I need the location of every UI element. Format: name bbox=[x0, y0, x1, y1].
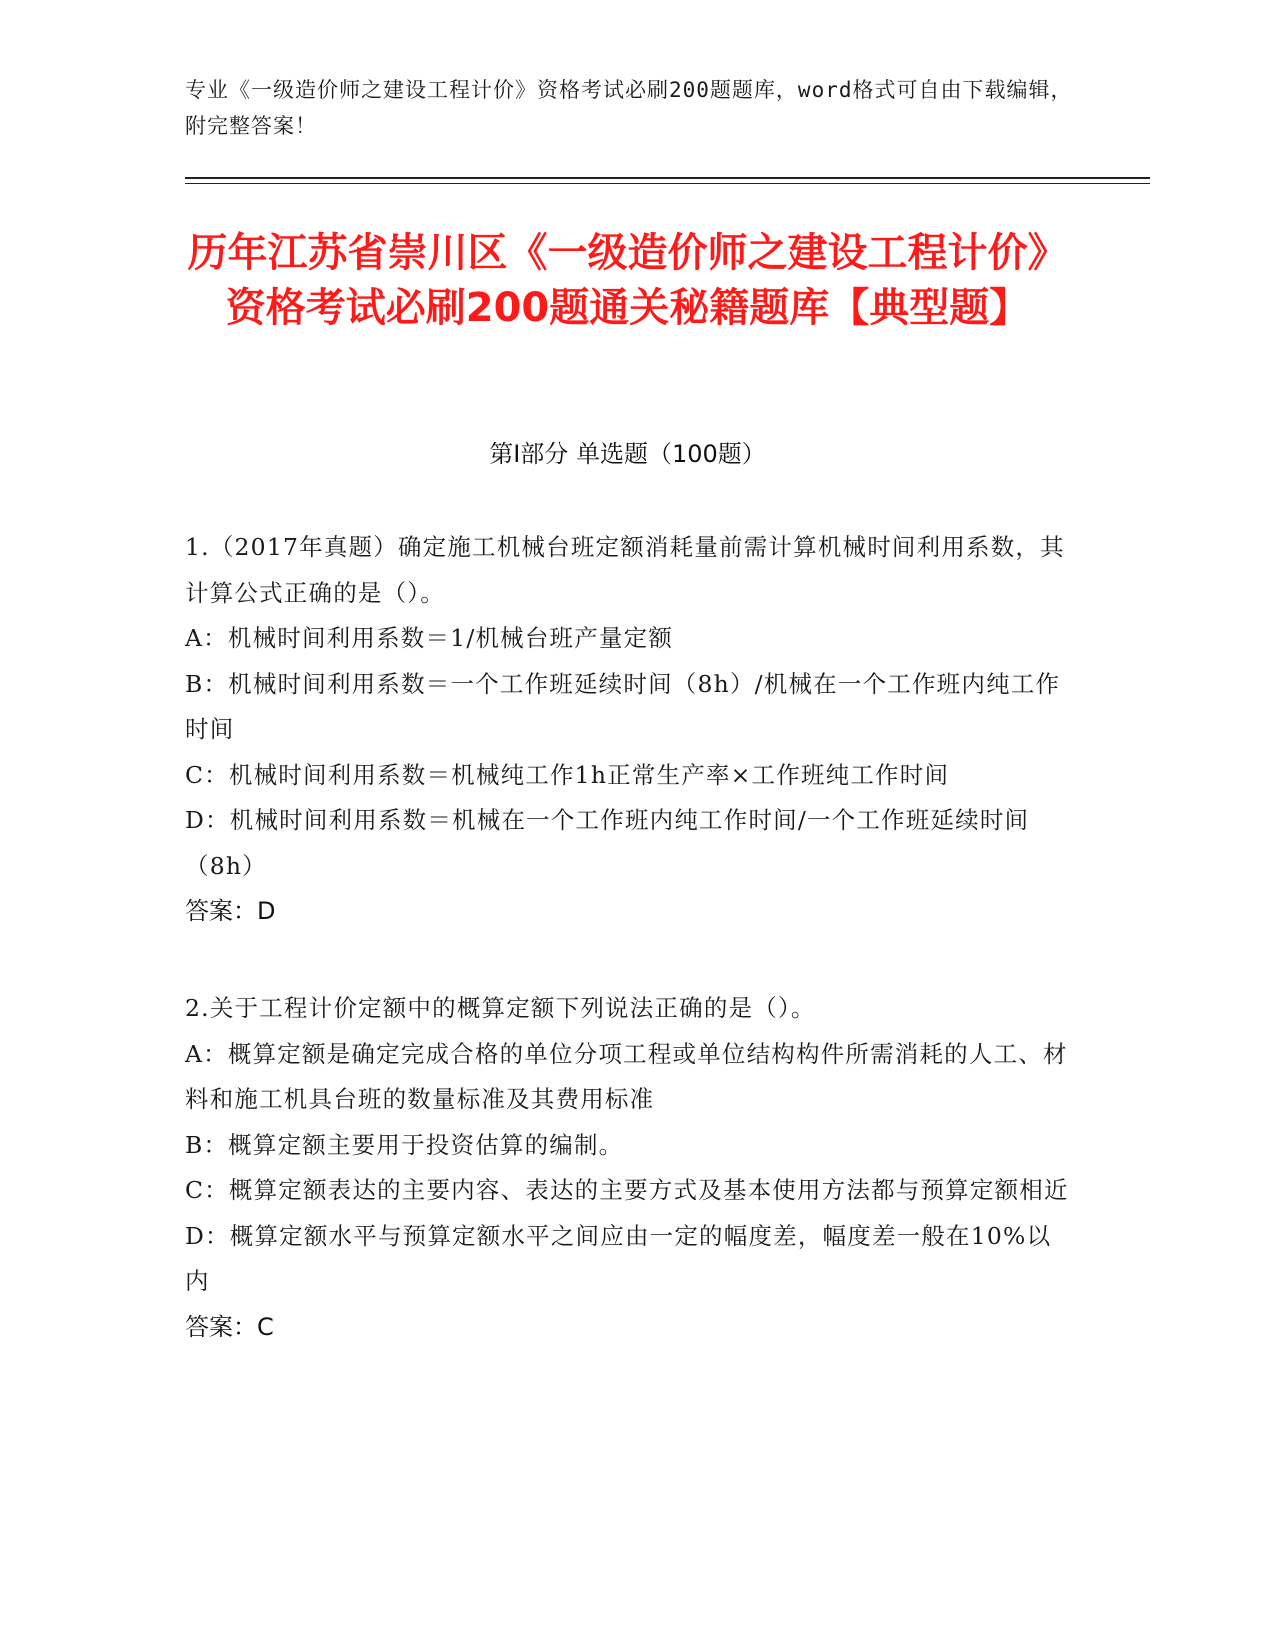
answer-text: 答案：D bbox=[185, 897, 276, 925]
answer-text: 答案：C bbox=[185, 1312, 274, 1341]
question-2 bbox=[185, 986, 1070, 1350]
option-a: A：机械时间利用系数＝1/机械台班产量定额 bbox=[185, 624, 674, 652]
question-stem: 2.关于工程计价定额中的概算定额下列说法正确的是（）。 bbox=[185, 994, 816, 1022]
header-note: 专业《一级造价师之建设工程计价》资格考试必刷200题题库，word格式可自由下载编辑，附完整答案！ bbox=[185, 78, 1073, 138]
option-d: D：机械时间利用系数＝机械在一个工作班内纯工作时间/一个工作班延续时间（8h） bbox=[185, 806, 1030, 880]
option-b: B：概算定额主要用于投资估算的编制。 bbox=[185, 1130, 624, 1159]
document-title: 历年江苏省崇川区《一级造价师之建设工程计价》资格考试必刷200题通关秘籍题库【典型题】 bbox=[187, 230, 1068, 331]
option-c: C：概算定额表达的主要内容、表达的主要方式及基本使用方法都与预算定额相近 bbox=[185, 1176, 1069, 1204]
option-a: A：概算定额是确定完成合格的单位分项工程或单位结构构件所需消耗的人工、材料和施工机具台班的数量标准及其费用标准 bbox=[185, 1039, 1068, 1113]
question-1 bbox=[185, 525, 1070, 934]
question-list bbox=[185, 525, 1070, 1402]
option-d: D：概算定额水平与预算定额水平之间应由一定的幅度差，幅度差一般在10%以内 bbox=[185, 1221, 1052, 1295]
section-title: 第Ⅰ部分 单选题（100题） bbox=[489, 440, 766, 468]
header-rule-thick bbox=[185, 177, 1150, 179]
option-c: C：机械时间利用系数＝机械纯工作1h正常生产率×工作班纯工作时间 bbox=[185, 760, 950, 789]
question-stem: 1.（2017年真题）确定施工机械台班定额消耗量前需计算机械时间利用系数，其计算公式正确的是（）。 bbox=[185, 533, 1065, 607]
header-rule-thin bbox=[185, 183, 1150, 184]
option-b: B：机械时间利用系数＝一个工作班延续时间（8h）/机械在一个工作班内纯工作时间 bbox=[185, 669, 1061, 743]
